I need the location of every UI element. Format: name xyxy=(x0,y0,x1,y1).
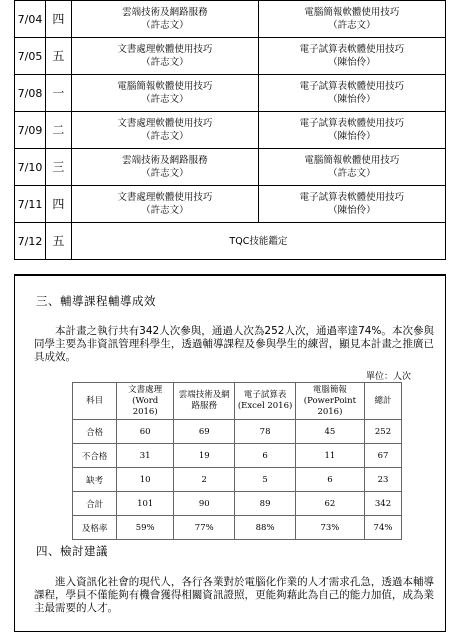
table-row xyxy=(73,516,402,540)
schedule-weekday: 五 xyxy=(45,38,71,75)
schedule-date: 7/05 xyxy=(15,38,46,75)
schedule-row xyxy=(15,149,446,186)
table-cell: 69 xyxy=(174,420,235,444)
table-cell: 31 xyxy=(117,444,174,468)
course-name: 雲端技術及網路服務 xyxy=(122,155,208,166)
schedule-date: 7/10 xyxy=(15,149,46,186)
table-row xyxy=(73,444,402,468)
results-table xyxy=(72,382,402,540)
teacher-name: （陳怡伶） xyxy=(328,205,376,216)
section4-paragraph: 進入資訊化社會的現代人，各行各業對於電腦化作業的人才需求孔急，透過本輔導課程，學員不僅能夠有機會獲得相關資訊證照，更能夠藉此為自己的能力加值，成為業主最需要的人才。 xyxy=(34,576,434,614)
morning-class xyxy=(71,75,258,112)
table-cell: 60 xyxy=(117,420,174,444)
morning-class xyxy=(71,112,258,149)
course-name: 電子試算表軟體使用技巧 xyxy=(299,81,405,92)
table-cell: 89 xyxy=(235,492,296,516)
teacher-name: （許志文） xyxy=(328,20,376,31)
schedule-weekday: 二 xyxy=(45,112,71,149)
table-cell: 59% xyxy=(117,516,174,540)
table-cell: 77% xyxy=(174,516,235,540)
schedule-weekday: 一 xyxy=(45,75,71,112)
table-row xyxy=(73,468,402,492)
table-cell: 67 xyxy=(364,444,401,468)
course-name: 文書處理軟體使用技巧 xyxy=(117,192,213,203)
teacher-name: （許志文） xyxy=(141,168,189,179)
schedule-weekday: 三 xyxy=(45,149,71,186)
course-name: 文書處理軟體使用技巧 xyxy=(117,44,213,55)
row-label: 不合格 xyxy=(73,444,117,468)
afternoon-class xyxy=(258,112,445,149)
table-cell: 62 xyxy=(295,492,364,516)
table-cell: 6 xyxy=(295,468,364,492)
row-label: 合格 xyxy=(73,420,117,444)
schedule-date: 7/09 xyxy=(15,112,46,149)
table-cell: 6 xyxy=(235,444,296,468)
schedule-table xyxy=(14,0,446,260)
schedule-date: 7/12 xyxy=(15,223,46,260)
schedule-weekday: 五 xyxy=(45,223,71,260)
table-row xyxy=(73,420,402,444)
row-label: 及格率 xyxy=(73,516,117,540)
table-cell: 74% xyxy=(364,516,401,540)
course-name: 雲端技術及網路服務 xyxy=(122,7,208,18)
table-cell: 342 xyxy=(364,492,401,516)
table-cell: 78 xyxy=(235,420,296,444)
section3-paragraph: 本計畫之執行共有342人次參與，通過人次為252人次，通過率達74%。本次參與同學主要為非資訊管理科學生，透過輔導課程及參與學生的練習，顯見本計畫之推廣已具成效。 xyxy=(34,325,434,363)
row-label: 缺考 xyxy=(73,468,117,492)
table-cell: 2 xyxy=(174,468,235,492)
table-cell: 88% xyxy=(235,516,296,540)
table-cell: 252 xyxy=(364,420,401,444)
schedule-row xyxy=(15,112,446,149)
teacher-name: （陳怡伶） xyxy=(328,57,376,68)
course-name: 電子試算表軟體使用技巧 xyxy=(299,192,405,203)
schedule-row xyxy=(15,75,446,112)
teacher-name: （許志文） xyxy=(328,168,376,179)
course-name: 電腦簡報軟體使用技巧 xyxy=(304,155,400,166)
teacher-name: （陳怡伶） xyxy=(328,94,376,105)
table-cell: 101 xyxy=(117,492,174,516)
course-name: 文書處理軟體使用技巧 xyxy=(117,118,213,129)
table-cell: 23 xyxy=(364,468,401,492)
table-cell: 73% xyxy=(295,516,364,540)
tqc-exam-cell: TQC技能鑑定 xyxy=(71,223,445,260)
afternoon-class xyxy=(258,186,445,223)
header-excel: 電子試算表(Excel 2016) xyxy=(235,383,296,420)
course-name: 電腦簡報軟體使用技巧 xyxy=(117,81,213,92)
section4-heading: 四、檢討建議 xyxy=(36,544,108,558)
schedule-date: 7/08 xyxy=(15,75,46,112)
table-cell: 19 xyxy=(174,444,235,468)
afternoon-class xyxy=(258,1,445,38)
schedule-row xyxy=(15,223,446,260)
table-cell: 5 xyxy=(235,468,296,492)
morning-class xyxy=(71,1,258,38)
schedule-weekday: 四 xyxy=(45,186,71,223)
header-cloud: 雲端技術及網路服務 xyxy=(174,383,235,420)
schedule-row xyxy=(15,38,446,75)
section3-heading: 三、輔導課程輔導成效 xyxy=(36,294,156,308)
teacher-name: （陳怡伶） xyxy=(328,131,376,142)
schedule-weekday: 四 xyxy=(45,1,71,38)
schedule-date: 7/11 xyxy=(15,186,46,223)
course-name: 電子試算表軟體使用技巧 xyxy=(299,44,405,55)
header-powerpoint: 電腦簡報(PowerPoint 2016) xyxy=(295,383,364,420)
table-cell: 10 xyxy=(117,468,174,492)
course-name: 電子試算表軟體使用技巧 xyxy=(299,118,405,129)
document-page xyxy=(14,0,446,642)
afternoon-class xyxy=(258,75,445,112)
unit-label: 單位：人次 xyxy=(366,372,412,382)
schedule-row xyxy=(15,186,446,223)
morning-class xyxy=(71,186,258,223)
afternoon-class xyxy=(258,149,445,186)
table-cell: 45 xyxy=(295,420,364,444)
table-cell: 11 xyxy=(295,444,364,468)
teacher-name: （許志文） xyxy=(141,205,189,216)
teacher-name: （許志文） xyxy=(141,20,189,31)
course-name: 電腦簡報軟體使用技巧 xyxy=(304,7,400,18)
header-subject: 科目 xyxy=(73,383,117,420)
table-cell: 90 xyxy=(174,492,235,516)
teacher-name: （許志文） xyxy=(141,131,189,142)
teacher-name: （許志文） xyxy=(141,94,189,105)
row-label: 合計 xyxy=(73,492,117,516)
schedule-row xyxy=(15,1,446,38)
morning-class xyxy=(71,149,258,186)
teacher-name: （許志文） xyxy=(141,57,189,68)
schedule-date: 7/04 xyxy=(15,1,46,38)
header-word: 文書處理(Word 2016) xyxy=(117,383,174,420)
table-row xyxy=(73,492,402,516)
header-total: 總計 xyxy=(364,383,401,420)
morning-class xyxy=(71,38,258,75)
afternoon-class xyxy=(258,38,445,75)
